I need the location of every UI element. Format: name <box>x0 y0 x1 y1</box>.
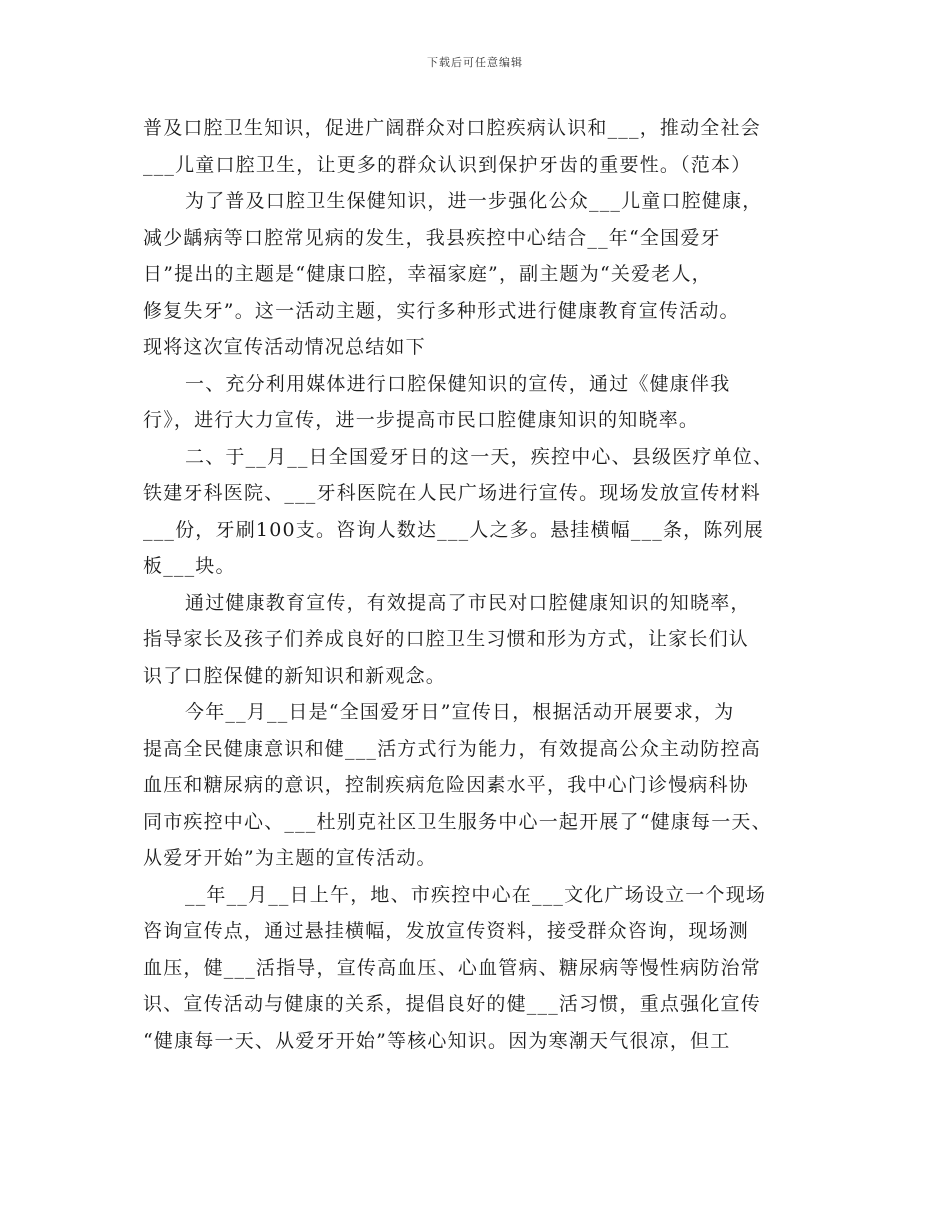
text-line: 血压，健___活指导，宣传高血压、心血管病、糖尿病等慢性病防治常 <box>143 956 761 979</box>
paragraph-5 <box>143 585 823 695</box>
text-line: 二、于__月__日全国爱牙日的这一天，疾控中心、县级医疗单位、 <box>185 445 774 468</box>
document-body <box>143 110 823 1059</box>
paragraph-6 <box>143 694 823 877</box>
paragraph-3 <box>143 366 823 439</box>
text-line: 同市疾控中心、___杜别克社区卫生服务中心一起开展了“健康每一天、 <box>143 810 772 833</box>
text-line: 提高全民健康意识和健___活方式行为能力，有效提高公众主动防控高 <box>143 737 761 760</box>
paragraph-2 <box>143 183 823 366</box>
text-line: 普及口腔卫生知识，促进广阔群众对口腔疾病认识和___，推动全社会 <box>143 117 761 139</box>
text-line: 从爱牙开始”为主题的宣传活动。 <box>143 847 437 869</box>
text-line: 通过健康教育宣传，有效提高了市民对口腔健康知识的知晓率， <box>185 591 751 614</box>
text-line: 为了普及口腔卫生保健知识，进一步强化公众___儿童口腔健康， <box>185 190 763 212</box>
text-line: 减少龋病等口腔常见病的发生，我县疾控中心结合__年“全国爱牙 <box>143 226 721 249</box>
text-line: 板___块。 <box>143 555 236 577</box>
text-line: ___儿童口腔卫生，让更多的群众认识到保护牙齿的重要性。（范本） <box>143 153 752 176</box>
text-line: 识、宣传活动与健康的关系，提倡良好的健___活习惯，重点强化宣传 <box>143 993 761 1015</box>
text-line: ___份，牙刷100支。咨询人数达___人之多。悬挂横幅___条，陈列展 <box>143 518 764 541</box>
text-line: 日”提出的主题是“健康口腔，幸福家庭”，副主题为“关爱老人， <box>143 263 712 285</box>
text-line: 修复失牙”。这一活动主题，实行多种形式进行健康教育宣传活动。 <box>143 299 740 322</box>
text-line: __年__月__日上午，地、市疾控中心在___文化广场设立一个现场 <box>185 883 767 906</box>
paragraph-7 <box>143 877 823 1060</box>
text-line: 行》，进行大力宣传，进一步提高市民口腔健康知识的知晓率。 <box>143 409 700 431</box>
text-line: “健康每一天、从爱牙开始”等核心知识。因为寒潮天气很凉，但工 <box>143 1029 731 1052</box>
text-line: 今年__月__日是“全国爱牙日”宣传日，根据活动开展要求，为 <box>185 701 735 723</box>
text-line: 咨询宣传点，通过悬挂横幅，发放宣传资料，接受群众咨询，现场测 <box>143 920 750 942</box>
text-line: 指导家长及孩子们养成良好的口腔卫生习惯和形为方式，让家长们认 <box>143 628 750 650</box>
text-line: 现将这次宣传活动情况总结如下 <box>143 336 426 358</box>
page-header: 下载后可任意编辑 <box>427 56 523 69</box>
text-line: 一、充分利用媒体进行口腔保健知识的宣传，通过《健康伴我 <box>185 372 731 395</box>
text-line: 血压和糖尿病的意识，控制疾病危险因素水平，我中心门诊慢病科协 <box>143 774 750 796</box>
text-line: 识了口腔保健的新知识和新观念。 <box>143 664 447 687</box>
paragraph-1 <box>143 110 823 183</box>
text-line: 铁建牙科医院、___牙科医院在人民广场进行宣传。现场发放宣传材料 <box>143 482 761 504</box>
paragraph-4 <box>143 439 823 585</box>
